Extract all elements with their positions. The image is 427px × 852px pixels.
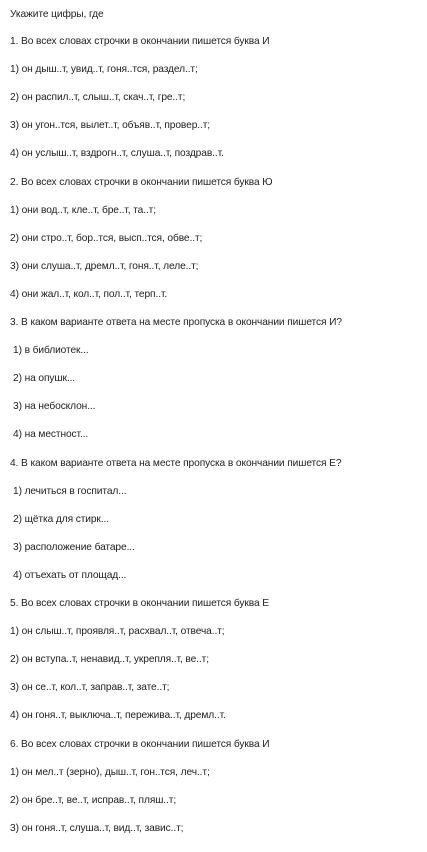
question-line: 2. Во всех словах строчки в окончании пишется буква Ю [10, 176, 273, 188]
option-line: 1) в библиотек... [13, 345, 89, 357]
option-line: 2) на опушк... [13, 373, 76, 385]
question-line: 5. Во всех словах строчки в окончании пишется буква Е [10, 598, 269, 609]
option-line: 2) они стро..т, бор..тся, высп..тся, обве..т; [10, 232, 203, 244]
option-line: 4) они жал..т, кол..т, пол..т, терп..т. [10, 288, 168, 300]
document-header: Укажите цифры, где [10, 9, 104, 20]
option-line: 4) отъехать от площад... [13, 569, 127, 581]
option-line: 2) он вступа..т, ненавид..т, укрепля..т, ве..т; [10, 654, 209, 666]
option-line: 3) он гоня..т, слуша..т, вид..т, завис..т; [10, 822, 184, 834]
option-line: 1) они вод..т, кле..т, бре..т, та..т; [10, 204, 156, 216]
option-line: 2) он распил..т, слыш..т, скач..т, гре..т; [10, 92, 186, 104]
option-line: 3) на небосклон... [13, 401, 96, 413]
option-line: 4) он услыш..т, вздрогн..т, слуша..т, поздрав..т. [10, 148, 224, 160]
option-line: 4) он гоня..т, выключа..т, пережива..т, дремл..т. [10, 710, 226, 722]
option-line: 1) лечиться в госпитал... [13, 485, 127, 497]
option-line: 4) на местност... [13, 429, 89, 441]
option-line: 3) расположение батаре... [13, 541, 135, 553]
option-line: 2) щётка для стирк... [13, 513, 109, 525]
option-line: 1) он дыш..т, увид..т, гоня..тся, раздел..т; [10, 64, 198, 76]
option-line: 1) он слыш..т, проявля..т, расхвал..т, отвеча..т; [10, 626, 225, 638]
option-line: 3) они слуша..т, дремл..т, гоня..т, леле..т; [10, 260, 199, 272]
question-line: 3. В каком варианте ответа на месте пропуска в окончании пишется И? [10, 317, 342, 328]
option-line: 3) он се..т, кол..т, заправ..т, зате..т; [10, 682, 170, 694]
option-line: 3) он угон..тся, вылет..т, объяв..т, провер..т; [10, 120, 211, 132]
question-line: 6. Во всех словах строчки в окончании пишется буква И [10, 738, 270, 750]
question-line: 4. В каком варианте ответа на месте пропуска в окончании пишется Е? [10, 457, 342, 469]
option-line: 2) он бре..т, ве..т, исправ..т, пляш..т; [10, 794, 177, 806]
option-line: 1) он мел..т (зерно), дыш..т, гон..тся, леч..т; [10, 766, 210, 778]
question-line: 1. Во всех словах строчки в окончании пишется буква И [10, 36, 270, 47]
